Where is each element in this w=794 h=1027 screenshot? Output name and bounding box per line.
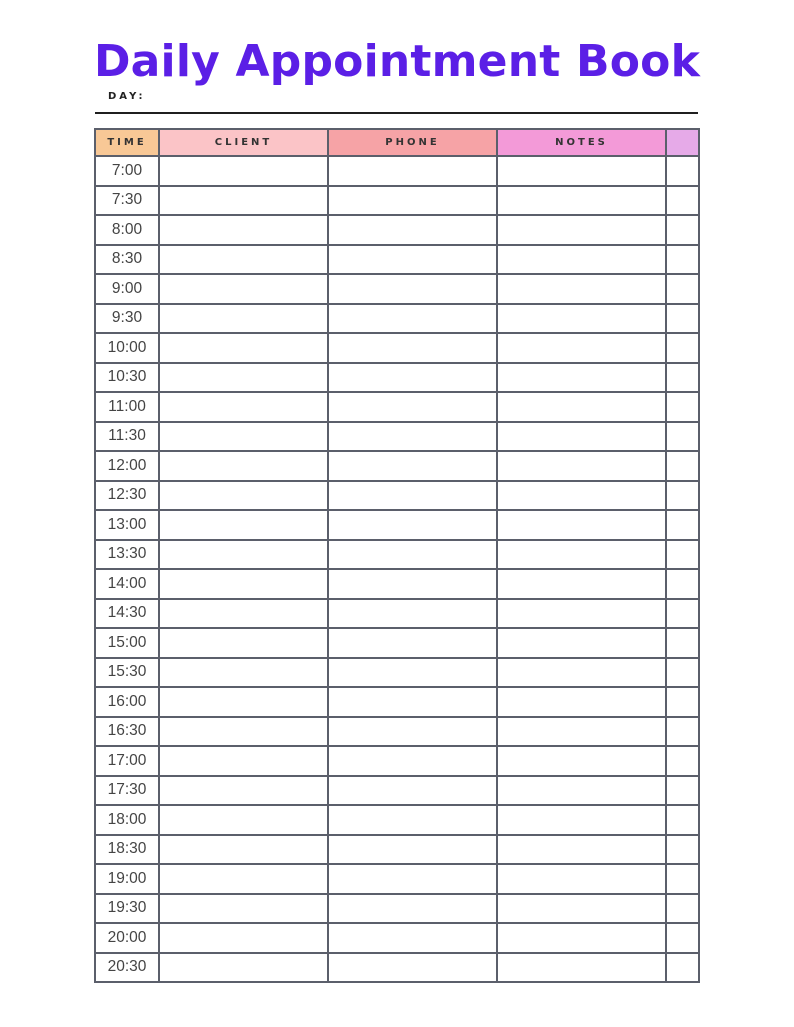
extra-cell[interactable] (666, 392, 699, 422)
time-cell: 13:30 (95, 540, 159, 570)
client-cell[interactable] (159, 835, 328, 865)
table-row (95, 245, 699, 275)
extra-cell[interactable] (666, 422, 699, 452)
phone-cell[interactable] (328, 628, 497, 658)
notes-cell[interactable] (497, 864, 666, 894)
notes-cell[interactable] (497, 363, 666, 393)
notes-cell[interactable] (497, 599, 666, 629)
notes-cell[interactable] (497, 776, 666, 806)
notes-cell[interactable] (497, 687, 666, 717)
extra-cell[interactable] (666, 658, 699, 688)
table-row (95, 835, 699, 865)
time-cell: 15:30 (95, 658, 159, 688)
phone-cell[interactable] (328, 599, 497, 629)
notes-cell[interactable] (497, 392, 666, 422)
notes-cell[interactable] (497, 953, 666, 983)
extra-cell[interactable] (666, 864, 699, 894)
phone-cell[interactable] (328, 481, 497, 511)
client-cell[interactable] (159, 245, 328, 275)
time-cell: 18:30 (95, 835, 159, 865)
time-cell: 10:30 (95, 363, 159, 393)
extra-cell[interactable] (666, 894, 699, 924)
extra-cell[interactable] (666, 540, 699, 570)
client-cell[interactable] (159, 776, 328, 806)
table-row (95, 894, 699, 924)
time-cell: 19:00 (95, 864, 159, 894)
extra-cell[interactable] (666, 599, 699, 629)
notes-cell[interactable] (497, 422, 666, 452)
notes-cell[interactable] (497, 481, 666, 511)
table-row (95, 776, 699, 806)
extra-cell[interactable] (666, 186, 699, 216)
phone-cell[interactable] (328, 717, 497, 747)
time-cell: 14:30 (95, 599, 159, 629)
phone-cell[interactable] (328, 923, 497, 953)
phone-cell[interactable] (328, 835, 497, 865)
notes-cell[interactable] (497, 274, 666, 304)
extra-cell[interactable] (666, 923, 699, 953)
phone-cell[interactable] (328, 805, 497, 835)
client-cell[interactable] (159, 658, 328, 688)
notes-cell[interactable] (497, 569, 666, 599)
client-cell[interactable] (159, 481, 328, 511)
client-cell[interactable] (159, 805, 328, 835)
extra-cell[interactable] (666, 746, 699, 776)
client-cell[interactable] (159, 923, 328, 953)
time-cell: 19:30 (95, 894, 159, 924)
phone-cell[interactable] (328, 776, 497, 806)
phone-cell[interactable] (328, 363, 497, 393)
phone-cell[interactable] (328, 953, 497, 983)
appointment-rows (95, 156, 699, 982)
phone-cell[interactable] (328, 894, 497, 924)
table-row (95, 333, 699, 363)
notes-cell[interactable] (497, 717, 666, 747)
time-cell: 12:00 (95, 451, 159, 481)
table-row (95, 451, 699, 481)
table-row (95, 717, 699, 747)
table-row (95, 392, 699, 422)
client-cell[interactable] (159, 628, 328, 658)
notes-cell[interactable] (497, 451, 666, 481)
phone-cell[interactable] (328, 304, 497, 334)
time-cell: 16:30 (95, 717, 159, 747)
notes-cell[interactable] (497, 333, 666, 363)
table-row (95, 304, 699, 334)
notes-cell[interactable] (497, 215, 666, 245)
client-cell[interactable] (159, 953, 328, 983)
client-cell[interactable] (159, 363, 328, 393)
time-cell: 15:00 (95, 628, 159, 658)
time-cell: 7:00 (95, 156, 159, 186)
client-cell[interactable] (159, 451, 328, 481)
extra-cell[interactable] (666, 717, 699, 747)
header-time: TIME (95, 129, 159, 156)
header-notes: NOTES (497, 129, 666, 156)
time-cell: 11:30 (95, 422, 159, 452)
header-row (95, 129, 699, 156)
table-row (95, 186, 699, 216)
extra-cell[interactable] (666, 333, 699, 363)
extra-cell[interactable] (666, 215, 699, 245)
page-title: Daily Appointment Book (93, 36, 701, 87)
phone-cell[interactable] (328, 333, 497, 363)
time-cell: 13:00 (95, 510, 159, 540)
extra-cell[interactable] (666, 245, 699, 275)
time-cell: 11:00 (95, 392, 159, 422)
table-row (95, 599, 699, 629)
header-extra (666, 129, 699, 156)
table-row (95, 658, 699, 688)
table-row (95, 953, 699, 983)
extra-cell[interactable] (666, 776, 699, 806)
client-cell[interactable] (159, 333, 328, 363)
notes-cell[interactable] (497, 628, 666, 658)
client-cell[interactable] (159, 717, 328, 747)
notes-cell[interactable] (497, 894, 666, 924)
notes-cell[interactable] (497, 510, 666, 540)
client-cell[interactable] (159, 569, 328, 599)
notes-cell[interactable] (497, 658, 666, 688)
extra-cell[interactable] (666, 805, 699, 835)
client-cell[interactable] (159, 864, 328, 894)
table-row (95, 540, 699, 570)
client-cell[interactable] (159, 599, 328, 629)
phone-cell[interactable] (328, 864, 497, 894)
client-cell[interactable] (159, 746, 328, 776)
phone-cell[interactable] (328, 540, 497, 570)
client-cell[interactable] (159, 186, 328, 216)
time-cell: 12:30 (95, 481, 159, 511)
notes-cell[interactable] (497, 540, 666, 570)
table-row (95, 628, 699, 658)
extra-cell[interactable] (666, 835, 699, 865)
extra-cell[interactable] (666, 156, 699, 186)
table-row (95, 363, 699, 393)
client-cell[interactable] (159, 156, 328, 186)
time-cell: 17:30 (95, 776, 159, 806)
table-row (95, 569, 699, 599)
notes-cell[interactable] (497, 304, 666, 334)
time-cell: 9:30 (95, 304, 159, 334)
time-cell: 16:00 (95, 687, 159, 717)
notes-cell[interactable] (497, 245, 666, 275)
header-client: CLIENT (159, 129, 328, 156)
phone-cell[interactable] (328, 186, 497, 216)
day-line[interactable] (95, 112, 698, 114)
notes-cell[interactable] (497, 746, 666, 776)
extra-cell[interactable] (666, 304, 699, 334)
time-cell: 8:00 (95, 215, 159, 245)
phone-cell[interactable] (328, 245, 497, 275)
time-cell: 20:30 (95, 953, 159, 983)
extra-cell[interactable] (666, 569, 699, 599)
time-cell: 18:00 (95, 805, 159, 835)
phone-cell[interactable] (328, 422, 497, 452)
client-cell[interactable] (159, 422, 328, 452)
table-row (95, 864, 699, 894)
table-row (95, 805, 699, 835)
phone-cell[interactable] (328, 687, 497, 717)
phone-cell[interactable] (328, 156, 497, 186)
table-row (95, 687, 699, 717)
time-cell: 9:00 (95, 274, 159, 304)
extra-cell[interactable] (666, 363, 699, 393)
extra-cell[interactable] (666, 481, 699, 511)
table-row (95, 274, 699, 304)
time-cell: 10:00 (95, 333, 159, 363)
client-cell[interactable] (159, 274, 328, 304)
extra-cell[interactable] (666, 274, 699, 304)
phone-cell[interactable] (328, 451, 497, 481)
phone-cell[interactable] (328, 274, 497, 304)
client-cell[interactable] (159, 215, 328, 245)
notes-cell[interactable] (497, 835, 666, 865)
table-row (95, 746, 699, 776)
time-cell: 8:30 (95, 245, 159, 275)
notes-cell[interactable] (497, 156, 666, 186)
time-cell: 20:00 (95, 923, 159, 953)
phone-cell[interactable] (328, 510, 497, 540)
extra-cell[interactable] (666, 510, 699, 540)
table-row (95, 923, 699, 953)
client-cell[interactable] (159, 392, 328, 422)
notes-cell[interactable] (497, 923, 666, 953)
phone-cell[interactable] (328, 569, 497, 599)
table-row (95, 156, 699, 186)
notes-cell[interactable] (497, 186, 666, 216)
day-label: DAY: (108, 91, 146, 102)
table-row (95, 215, 699, 245)
notes-cell[interactable] (497, 805, 666, 835)
time-cell: 17:00 (95, 746, 159, 776)
extra-cell[interactable] (666, 451, 699, 481)
client-cell[interactable] (159, 304, 328, 334)
client-cell[interactable] (159, 510, 328, 540)
time-cell: 7:30 (95, 186, 159, 216)
client-cell[interactable] (159, 540, 328, 570)
extra-cell[interactable] (666, 953, 699, 983)
extra-cell[interactable] (666, 687, 699, 717)
table-row (95, 422, 699, 452)
header-phone: PHONE (328, 129, 497, 156)
client-cell[interactable] (159, 687, 328, 717)
client-cell[interactable] (159, 894, 328, 924)
phone-cell[interactable] (328, 215, 497, 245)
phone-cell[interactable] (328, 746, 497, 776)
table-row (95, 510, 699, 540)
table-row (95, 481, 699, 511)
phone-cell[interactable] (328, 392, 497, 422)
extra-cell[interactable] (666, 628, 699, 658)
phone-cell[interactable] (328, 658, 497, 688)
time-cell: 14:00 (95, 569, 159, 599)
appointment-table (94, 128, 700, 983)
